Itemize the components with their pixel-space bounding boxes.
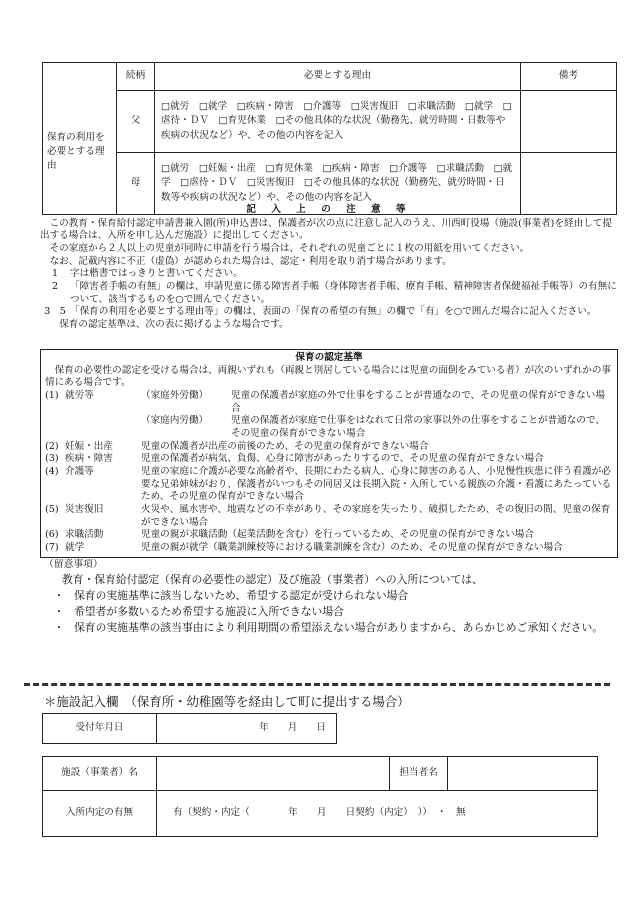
caution-heading: （留意事項）	[44, 559, 103, 570]
criteria-box	[40, 349, 618, 558]
caution-bullet	[44, 604, 618, 620]
admission-status-field[interactable]: 有（契約・内定（ 年 月 日契約（内定） ）） ・ 無	[157, 791, 598, 837]
notes-title: 記 入 上 の 注 意 等	[246, 204, 412, 215]
notes-item	[40, 306, 618, 319]
received-date-field[interactable]: 年 月 日	[157, 714, 337, 744]
caution-lead: 教育・保育給付認定（保育の必要性の認定）及び施設（事業者）への入所については、	[62, 573, 483, 587]
notes-section	[40, 204, 618, 332]
criteria-label: 求職活動	[65, 529, 104, 541]
notes-item-text: 「障害者手帳の有無」の欄は、申請児童に係る障害者手帳（身体障害者手帳、療育手帳、精神障害者保健福祉手帳等）の有無について、該当するものを○で囲んでください。	[70, 280, 617, 305]
criteria-label: 妊娠・出産	[65, 440, 113, 452]
criteria-label: 疾病・障害	[65, 453, 113, 465]
criteria-text: 児童の保護者が出産の前後のため、その児童の保育ができない場合	[141, 440, 429, 452]
facility-info-table	[42, 756, 598, 837]
criteria-row	[45, 453, 613, 466]
criteria-title: 保育の認定基準	[295, 352, 363, 363]
caution-bullet	[44, 588, 618, 604]
criteria-label: 就労等	[65, 389, 94, 401]
relation-mother: 母	[117, 153, 155, 215]
criteria-row	[45, 542, 613, 555]
reason-mother[interactable]: □就労 □妊娠・出産 □育児休業 □疾病・障害 □介護等 □求職活動 □就学 □虐待・ＤＶ □災害復旧 □その他具体的な状況（勤務先、就労時間・日数等や疾病の状況など）や、その他の内容を記入	[155, 153, 521, 215]
criteria-row	[45, 415, 613, 440]
criteria-text: 児童の保護者が家庭で仕事をはなれて日常の家事以外の仕事をすることが普通なので、その児童の保育ができない場合	[231, 415, 605, 439]
criteria-text: 火災や、風水害や、地震などの不幸があり、その家庭を失ったり、破損したため、その復旧の間、児童の保育ができない場合	[141, 503, 611, 528]
caution-bullet-text: 保育の実施基準に該当しないため、希望する認定が受けられない場合	[74, 589, 409, 603]
notes-paragraph: この教育・保育給付認定申請書兼入園(所)申込書は、保護者が次の点に注意し記入のうえ、川西町役場（施設(事業者)を経由して提出する場合は、入所を申し込んだ施設）に提出してください。	[40, 217, 612, 242]
notes-item-text: 「保育の利用を必要とする理由等」の欄は、表面の「保育の希望の有無」の欄で「有」を○で囲んだ場合に記入ください。	[70, 306, 597, 318]
row-header-reason: 保育の利用を必要とする理由	[43, 91, 117, 215]
admission-status-label: 入所内定の有無	[43, 791, 157, 837]
dashed-divider	[24, 683, 610, 686]
header-remarks: 備考	[521, 63, 617, 91]
criteria-text: 児童の保護者が病気、負傷、心身に障害があったりするので、その児童の保育ができない場合	[141, 453, 544, 465]
criteria-text: 児童の保護者が家庭の外で仕事をすることが普通なので、その児童の保育ができない場合	[231, 389, 605, 414]
criteria-text: 児童の親が求職活動（起業活動を含む）を行っているため、その児童の保育ができない場合	[141, 529, 534, 541]
criteria-number: (5)	[45, 503, 59, 515]
criteria-row	[45, 504, 613, 529]
criteria-intro: 保育の必要性の認定を受ける場合は、両親いずれも（両親と別居している場合には児童の面倒をみている者）が次のいずれかの事情にある場合です。	[45, 364, 612, 389]
criteria-number: (6)	[45, 529, 59, 541]
facility-name-label: 施設（事業者）名	[43, 757, 157, 791]
criteria-label: 介護等	[65, 465, 94, 477]
criteria-number: (7)	[45, 541, 59, 553]
criteria-label: 就学	[65, 541, 85, 553]
notes-item	[40, 281, 618, 306]
caution-bullet	[44, 620, 618, 636]
criteria-row	[45, 441, 613, 454]
facility-section-title: ＊施設記入欄 （保育所・幼稚園等を経由して町に提出する場合）	[44, 694, 410, 709]
notes-paragraph: その家庭から２人以上の児童が同時に申請を行う場合は、それぞれの児童ごとに１枚の用紙を用いてください。	[49, 242, 530, 254]
caution-bullet-text: 保育の実施基準の該当事由により利用期間の希望添えない場合がありますから、あらかじめご承知ください。	[74, 621, 604, 635]
notes-item-number: 3 5	[44, 306, 66, 318]
criteria-text: 児童の親が就学（職業訓練校等における職業訓練を含む）のため、その児童の保育ができない場合	[141, 541, 563, 553]
receipt-date-table	[42, 713, 337, 744]
bullet-dot-icon: ・	[53, 621, 65, 635]
person-in-charge-label: 担当者名	[390, 757, 448, 791]
relation-father: 父	[117, 91, 155, 153]
criteria-number: (1)	[45, 389, 59, 401]
criteria-row	[45, 466, 613, 504]
facility-name-field[interactable]	[157, 757, 390, 791]
caution-bullet-text: 希望者が多数いるため希望する施設に入所できない場合	[74, 605, 344, 619]
criteria-subtype: （家庭外労働）	[141, 389, 209, 401]
reason-father[interactable]: □就労 □就学 □疾病・障害 □介護等 □災害復旧 □求職活動 □就学 □虐待・ＤＶ □育児休業 □その他具体的な状況（勤務先、就労時間・日数等や疾病の状況など）や、その他の内容を記入	[155, 91, 521, 153]
corner-cell	[43, 63, 117, 91]
caution-section	[44, 558, 618, 636]
person-in-charge-field[interactable]	[448, 757, 598, 791]
criteria-row	[45, 529, 613, 542]
criteria-number: (3)	[45, 453, 59, 465]
bullet-dot-icon: ・	[53, 605, 65, 619]
bullet-dot-icon: ・	[53, 589, 65, 603]
notes-footer: 保育の認定基準は、次の表に掲げるような場合です。	[59, 318, 289, 330]
remarks-father[interactable]	[521, 91, 617, 153]
notes-item-number: 2	[51, 280, 59, 292]
notes-item-number: 1	[51, 268, 59, 280]
criteria-number: (4)	[45, 465, 59, 477]
criteria-text: 児童の家庭に介護が必要な高齢者や、長期にわたる病人、心身に障害のある人、小児慢性疾患に伴う看護が必要な兄弟姉妹がおり、保護者がいつもその同居又は長期入院・入所している親族の介護・看護にあたっているため、その児童の保育ができない場合	[141, 465, 612, 503]
header-relation: 続柄	[117, 63, 155, 91]
header-reason: 必要とする理由	[155, 63, 521, 91]
received-date-label: 受付年月日	[43, 714, 157, 744]
criteria-number: (2)	[45, 440, 59, 452]
criteria-label: 災害復旧	[65, 503, 104, 515]
notes-paragraph: なお、記載内容に不正（虚偽）が認められた場合は、認定・利用を取り消す場合があります。	[49, 255, 452, 267]
notes-item	[40, 268, 618, 281]
criteria-row	[45, 390, 613, 415]
criteria-subtype: （家庭内労働）	[141, 415, 209, 427]
notes-item-text: 字は楷書ではっきりと書いてください。	[70, 268, 243, 280]
reason-table	[42, 62, 617, 215]
